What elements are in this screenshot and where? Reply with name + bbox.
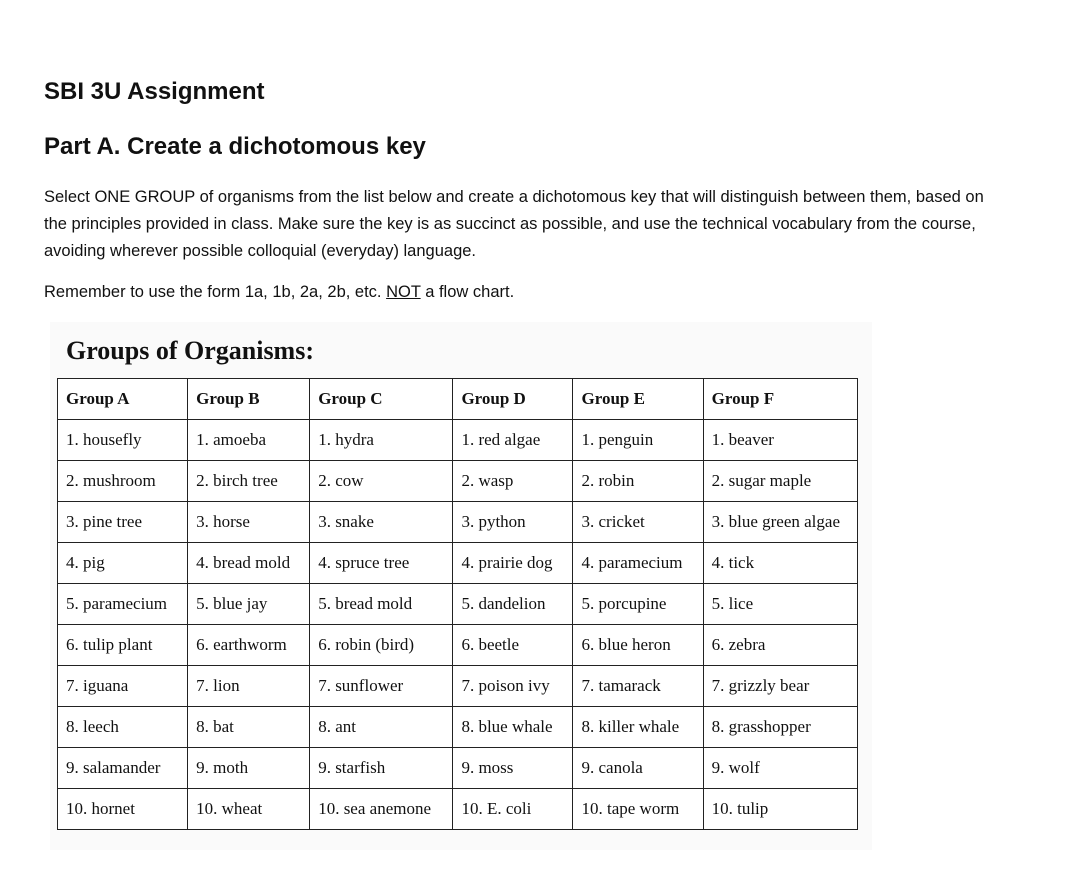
column-header-group-e: Group E: [573, 379, 703, 420]
table-row: [58, 543, 858, 584]
part-heading: Part A. Create a dichotomous key: [44, 133, 426, 160]
column-header-group-c: Group C: [310, 379, 453, 420]
table-cell: 10. sea anemone: [310, 789, 453, 830]
table-row: [58, 789, 858, 830]
table-cell: 7. grizzly bear: [703, 666, 857, 707]
table-cell: 6. tulip plant: [58, 625, 188, 666]
table-cell: 6. beetle: [453, 625, 573, 666]
table-cell: 5. dandelion: [453, 584, 573, 625]
table-cell: 10. tulip: [703, 789, 857, 830]
table-cell: 10. tape worm: [573, 789, 703, 830]
organisms-table: [57, 378, 858, 830]
table-cell: 3. python: [453, 502, 573, 543]
table-cell: 2. wasp: [453, 461, 573, 502]
table-cell: 3. snake: [310, 502, 453, 543]
table-cell: 4. spruce tree: [310, 543, 453, 584]
table-cell: 4. paramecium: [573, 543, 703, 584]
table-row: [58, 707, 858, 748]
table-cell: 9. salamander: [58, 748, 188, 789]
column-header-group-d: Group D: [453, 379, 573, 420]
table-cell: 4. tick: [703, 543, 857, 584]
table-row: [58, 461, 858, 502]
column-header-group-b: Group B: [188, 379, 310, 420]
table-cell: 9. starfish: [310, 748, 453, 789]
column-header-group-f: Group F: [703, 379, 857, 420]
table-cell: 8. ant: [310, 707, 453, 748]
table-header-row: [58, 379, 858, 420]
table-cell: 5. bread mold: [310, 584, 453, 625]
table-cell: 1. housefly: [58, 420, 188, 461]
table-cell: 2. sugar maple: [703, 461, 857, 502]
table-cell: 6. earthworm: [188, 625, 310, 666]
table-cell: 3. horse: [188, 502, 310, 543]
table-cell: 10. wheat: [188, 789, 310, 830]
table-row: [58, 748, 858, 789]
table-row: [58, 502, 858, 543]
table-cell: 7. iguana: [58, 666, 188, 707]
table-cell: 8. blue whale: [453, 707, 573, 748]
table-cell: 4. pig: [58, 543, 188, 584]
table-cell: 3. pine tree: [58, 502, 188, 543]
table-cell: 6. robin (bird): [310, 625, 453, 666]
table-cell: 9. wolf: [703, 748, 857, 789]
table-cell: 8. bat: [188, 707, 310, 748]
table-cell: 8. grasshopper: [703, 707, 857, 748]
table-cell: 9. moth: [188, 748, 310, 789]
table-row: [58, 420, 858, 461]
table-cell: 3. cricket: [573, 502, 703, 543]
table-cell: 5. blue jay: [188, 584, 310, 625]
table-cell: 8. leech: [58, 707, 188, 748]
table-cell: 7. sunflower: [310, 666, 453, 707]
table-cell: 7. poison ivy: [453, 666, 573, 707]
table-cell: 3. blue green algae: [703, 502, 857, 543]
column-header-group-a: Group A: [58, 379, 188, 420]
table-cell: 7. lion: [188, 666, 310, 707]
table-cell: 7. tamarack: [573, 666, 703, 707]
page-title: SBI 3U Assignment: [44, 78, 265, 105]
reminder-text-before: Remember to use the form 1a, 1b, 2a, 2b, etc.: [44, 283, 387, 301]
reminder-text-after: a flow chart.: [420, 283, 515, 301]
groups-title: Groups of Organisms:: [66, 336, 314, 365]
table-cell: 6. zebra: [703, 625, 857, 666]
table-cell: 1. penguin: [573, 420, 703, 461]
table-cell: 9. moss: [453, 748, 573, 789]
table-cell: 2. birch tree: [188, 461, 310, 502]
table-cell: 2. cow: [310, 461, 453, 502]
table-cell: 8. killer whale: [573, 707, 703, 748]
table-cell: 1. hydra: [310, 420, 453, 461]
reminder-emphasis: NOT: [386, 283, 421, 301]
reminder-paragraph: [44, 280, 514, 304]
table-row: [58, 666, 858, 707]
table-cell: 5. porcupine: [573, 584, 703, 625]
table-cell: 1. amoeba: [188, 420, 310, 461]
table-cell: 5. lice: [703, 584, 857, 625]
table-cell: 6. blue heron: [573, 625, 703, 666]
table-cell: 2. mushroom: [58, 461, 188, 502]
table-cell: 1. red algae: [453, 420, 573, 461]
table-cell: 10. hornet: [58, 789, 188, 830]
table-cell: 4. bread mold: [188, 543, 310, 584]
table-row: [58, 584, 858, 625]
table-cell: 10. E. coli: [453, 789, 573, 830]
table-cell: 5. paramecium: [58, 584, 188, 625]
table-row: [58, 625, 858, 666]
table-cell: 9. canola: [573, 748, 703, 789]
instructions-paragraph: Select ONE GROUP of organisms from the list below and create a dichotomous key that will distinguish between them, based on the principles provided in class. Make sure the key is as succinct as possible, and use the technical vocabulary from the course, avoiding wherever possible colloquial (everyday) language.: [44, 188, 984, 260]
table-cell: 4. prairie dog: [453, 543, 573, 584]
table-cell: 2. robin: [573, 461, 703, 502]
table-cell: 1. beaver: [703, 420, 857, 461]
